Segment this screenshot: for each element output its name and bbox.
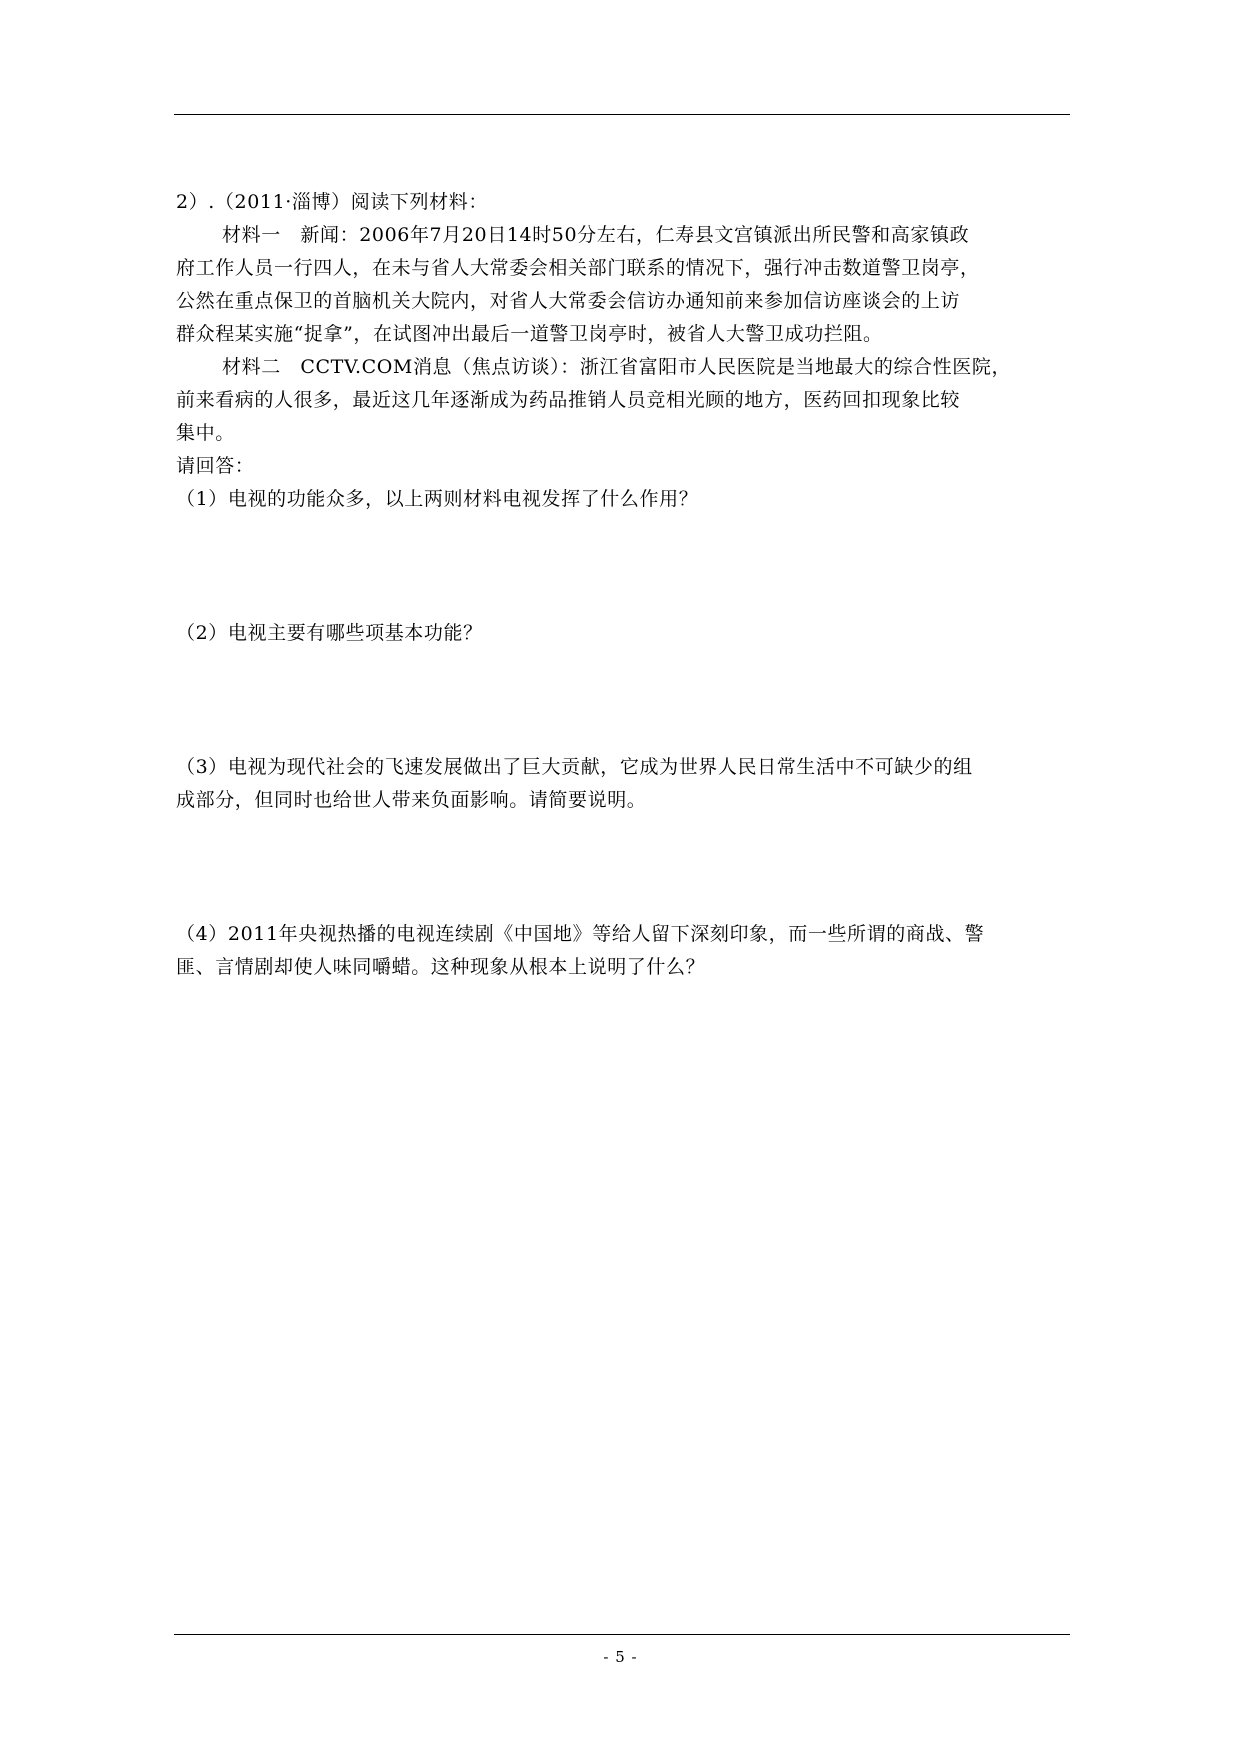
sub-question-2: （2）电视主要有哪些项基本功能？ — [176, 622, 483, 644]
material-one-line: 群众程某实施“捉拿”，在试图冲出最后一道警卫岗亭时，被省人大警卫成功拦阻。 — [176, 323, 883, 345]
material-two-line: 前来看病的人很多，最近这几年逐渐成为药品推销人员竞相光顾的地方，医药回扣现象比较 — [176, 389, 961, 411]
material-two — [176, 351, 1076, 450]
sub-question-4-line: 匪、言情剧却使人味同嚼蜡。这种现象从根本上说明了什么？ — [176, 956, 706, 978]
sub-question-3-line: 成部分，但同时也给世人带来负面影响。请简要说明。 — [176, 789, 647, 811]
sub-question-4-line: （4）2011年央视热播的电视连续剧《中国地》等给人留下深刻印象，而一些所谓的商战、警 — [176, 923, 985, 945]
answer-space-1 — [176, 516, 1076, 617]
answer-prompt: 请回答： — [176, 455, 255, 477]
material-one-line: 公然在重点保卫的首脑机关大院内，对省人大常委会信访办通知前来参加信访座谈会的上访 — [176, 290, 961, 312]
question-block — [176, 186, 1076, 984]
material-two-line: 集中。 — [176, 422, 235, 444]
sub-question-1: （1）电视的功能众多，以上两则材料电视发挥了什么作用？ — [176, 488, 699, 510]
header-rule — [174, 114, 1070, 115]
answer-space-3 — [176, 817, 1076, 918]
sub-question-3-line: （3）电视为现代社会的飞速发展做出了巨大贡献，它成为世界人民日常生活中不可缺少的组 — [176, 756, 973, 778]
question-heading: 2）.（2011·淄博）阅读下列材料： — [176, 191, 488, 213]
page-number: - 5 - — [603, 1648, 638, 1666]
material-one-line: 府工作人员一行四人，在未与省人大常委会相关部门联系的情况下，强行冲击数道警卫岗亭， — [176, 257, 980, 279]
material-two-line: 材料二 CCTV.COM消息（焦点访谈）：浙江省富阳市人民医院是当地最大的综合性医院， — [222, 356, 1012, 378]
sub-question-4 — [176, 918, 1076, 984]
material-one-line: 材料一 新闻：2006年7月20日14时50分左右，仁寿县文宫镇派出所民警和高家镇政 — [222, 224, 970, 246]
sub-question-3 — [176, 751, 1076, 817]
answer-space-2 — [176, 650, 1076, 751]
material-one — [176, 219, 1076, 351]
footer-rule — [174, 1634, 1070, 1635]
